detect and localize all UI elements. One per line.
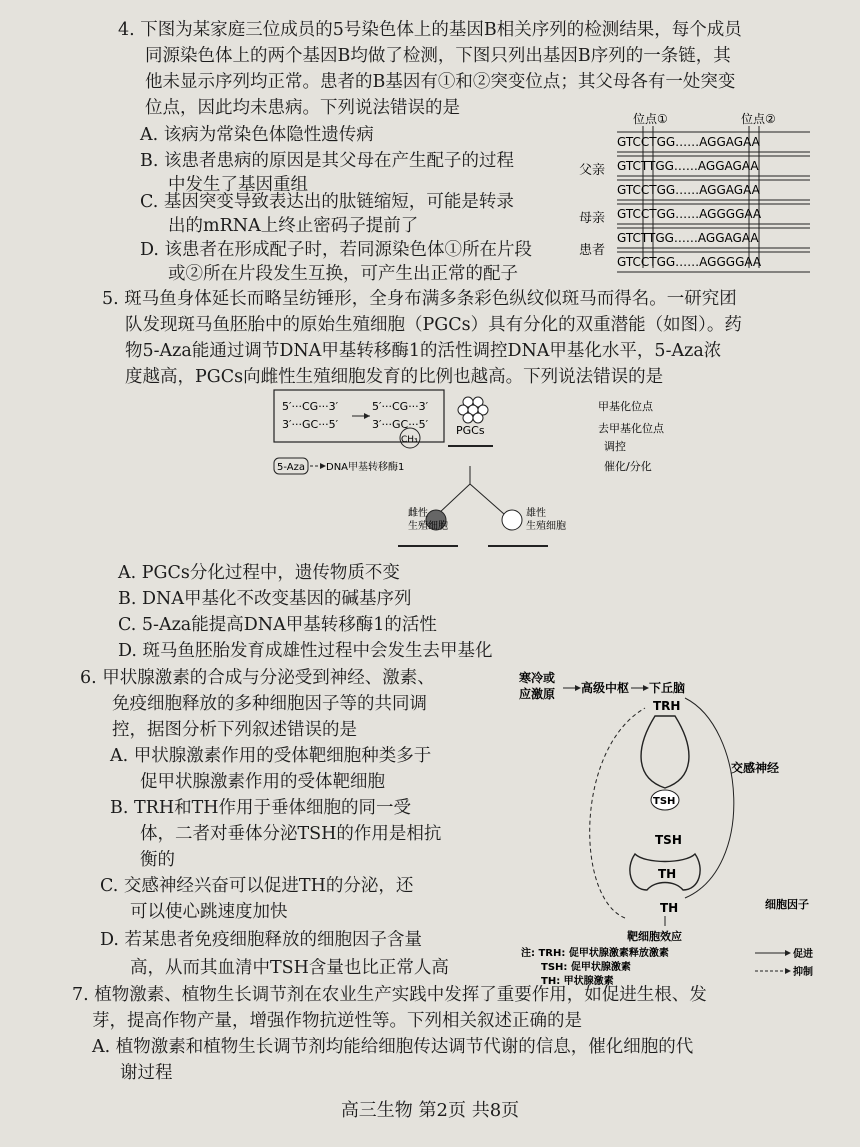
male-label-2: 生殖细胞 (526, 521, 566, 532)
father-label: 父亲 (579, 163, 606, 178)
seq-father-1: GTCCTGG……AGGAGAA (617, 135, 760, 149)
q4-option-a: A. 该病为常染色体隐性遗传病 (140, 125, 374, 145)
q6-option-d-line-2: 高，从而其血清中TSH含量也比正常人高 (130, 958, 449, 978)
q4-sequence-figure (565, 108, 815, 278)
legend-differentiate: 催化/分化 (604, 460, 652, 473)
note-line-1: 注: TRH: 促甲状腺激素释放激素 (521, 948, 669, 959)
inhibit-legend: 抑制 (793, 967, 813, 978)
seq-mother-2: GTCCTGG……AGGGGAA (617, 207, 762, 221)
q4-option-c-line-1: C. 基因突变导致表达出的肽链缩短，可能是转录 (140, 192, 514, 212)
note-line-2: TSH: 促甲状腺激素 (541, 962, 631, 973)
tsh-label: TSH (655, 833, 682, 847)
q4-stem-line-4: 位点，因此均未患病。下列说法错误的是 (145, 98, 460, 118)
legend-regulate: 调控 (604, 440, 626, 453)
q7-option-a-line-1: A. 植物激素和植物生长调节剂均能给细胞传达调节代谢的信息，催化细胞的代 (92, 1037, 694, 1057)
hypothalamus-label: 下丘脑 (649, 681, 686, 695)
cytokine-label: 细胞因子 (765, 898, 809, 911)
seq-right-bottom: 3′···GC···5′ (372, 418, 429, 431)
th-label: TH (660, 901, 679, 915)
q4-stem-line-1: 4. 下图为某家庭三位成员的5号染色体上的基因B相关序列的检测结果，每个成员 (118, 20, 742, 40)
stimulus-label-1: 寒冷或 (519, 671, 556, 685)
q6-option-b-line-1: B. TRH和TH作用于垂体细胞的同一受 (110, 798, 412, 818)
seq-right-top: 5′···CG···3′ (372, 400, 429, 413)
q5-stem-line-3: 物5-Aza能通过调节DNA甲基转移酶1的活性调控DNA甲基化水平，5-Aza浓 (125, 341, 722, 361)
site2-label: 位点② (741, 112, 776, 126)
q6-thyroid-figure (515, 668, 835, 988)
q4-option-c-line-2: 出的mRNA上终止密码子提前了 (168, 216, 419, 236)
q5-option-d: D. 斑马鱼胚胎发育成雄性过程中会发生去甲基化 (118, 641, 493, 661)
legend-methylation: 甲基化位点 (598, 400, 653, 413)
female-label-2: 生殖细胞 (408, 521, 448, 532)
pgcs-label: PGCs (456, 424, 485, 437)
th-inner-label: TH (658, 867, 677, 881)
seq-patient-1: GTCTTGG……AGGAGAA (617, 231, 759, 245)
q6-stem-line-2: 免疫细胞释放的多种细胞因子等的共同调 (112, 694, 427, 714)
q6-option-c-line-2: 可以使心跳速度加快 (130, 902, 288, 922)
target-effect-label: 靶细胞效应 (627, 930, 682, 943)
q4-stem-line-3: 他未显示序列均正常。患者的B基因有①和②突变位点；其父母各有一处突变 (145, 72, 736, 92)
q6-option-d-line-1: D. 若某患者免疫细胞释放的细胞因子含量 (100, 930, 423, 950)
q5-option-c: C. 5-Aza能提高DNA甲基转移酶1的活性 (118, 615, 437, 635)
sympathetic-label-1: 交感神经 (731, 761, 780, 775)
aza-label: 5-Aza (277, 462, 305, 473)
note-line-3: TH: 甲状腺激素 (541, 976, 614, 987)
q4-option-d-line-2: 或②所在片段发生互换，可产生出正常的配子 (168, 264, 518, 284)
q4-option-b-line-1: B. 该患者患病的原因是其父母在产生配子的过程 (140, 151, 514, 171)
legend-demethylation: 去甲基化位点 (598, 422, 664, 435)
q7-option-a-line-2: 谢过程 (120, 1063, 173, 1083)
q7-stem-line-2: 芽，提高作物产量，增强作物抗逆性等。下列相关叙述正确的是 (92, 1011, 582, 1031)
seq-mother-1: GTCCTGG……AGGAGAA (617, 183, 760, 197)
site1-label: 位点① (633, 112, 668, 126)
q4-option-d-line-1: D. 该患者在形成配子时，若同源染色体①所在片段 (140, 240, 533, 260)
q6-stem-line-1: 6. 甲状腺激素的合成与分泌受到神经、激素、 (80, 668, 435, 688)
ch3-label: CH₃ (401, 435, 418, 445)
tsh-inner-label: TSH (653, 796, 676, 807)
promote-legend: 促进 (793, 949, 813, 960)
q7-stem-line-1: 7. 植物激素、植物生长调节剂在农业生产实践中发挥了重要作用，如促进生根、发 (72, 985, 707, 1005)
q5-stem-line-4: 度越高，PGCs向雌性生殖细胞发育的比例也越高。下列说法错误的是 (125, 367, 664, 387)
q4-stem-line-2: 同源染色体上的两个基因B均做了检测，下图只列出基因B序列的一条链，其 (145, 46, 731, 66)
patient-label: 患者 (579, 243, 606, 258)
q5-methylation-figure (268, 388, 708, 568)
female-label-1: 雌性 (408, 508, 428, 519)
q4-option-b-line-2: 中发生了基因重组 (168, 175, 308, 195)
q5-stem-line-1: 5. 斑马鱼身体延长而略呈纺锤形，全身布满多条彩色纵纹似斑马而得名。一研究团 (102, 289, 737, 309)
seq-patient-2: GTCCTGG……AGGGGAA (617, 255, 762, 269)
q5-option-a: A. PGCs分化过程中，遗传物质不变 (118, 563, 400, 583)
q6-option-a-line-1: A. 甲状腺激素作用的受体靶细胞种类多于 (110, 746, 432, 766)
q6-option-c-line-1: C. 交感神经兴奋可以促进TH的分泌，还 (100, 876, 414, 896)
enzyme-label: DNA甲基转移酶1 (326, 462, 405, 473)
q6-option-b-line-3: 衡的 (140, 850, 175, 870)
trh-label: TRH (653, 699, 681, 713)
page-footer: 高三生物 第2页 共8页 (340, 1100, 520, 1121)
q5-stem-line-2: 队发现斑马鱼胚胎中的原始生殖细胞（PGCs）具有分化的双重潜能（如图）。药 (125, 315, 742, 335)
seq-left-top: 5′···CG···3′ (282, 400, 339, 413)
seq-left-bottom: 3′···GC···5′ (282, 418, 339, 431)
male-label-1: 雄性 (526, 508, 546, 519)
higher-center-label: 高级中枢 (581, 681, 630, 695)
q6-option-a-line-2: 促甲状腺激素作用的受体靶细胞 (140, 772, 385, 792)
q5-option-b: B. DNA甲基化不改变基因的碱基序列 (118, 589, 412, 609)
q6-stem-line-3: 控，据图分析下列叙述错误的是 (112, 720, 357, 740)
stimulus-label-2: 应激原 (519, 687, 556, 701)
mother-label: 母亲 (579, 211, 606, 226)
seq-father-2: GTCTTGG……AGGAGAA (617, 159, 759, 173)
q6-option-b-line-2: 体，二者对垂体分泌TSH的作用是相抗 (140, 824, 442, 844)
